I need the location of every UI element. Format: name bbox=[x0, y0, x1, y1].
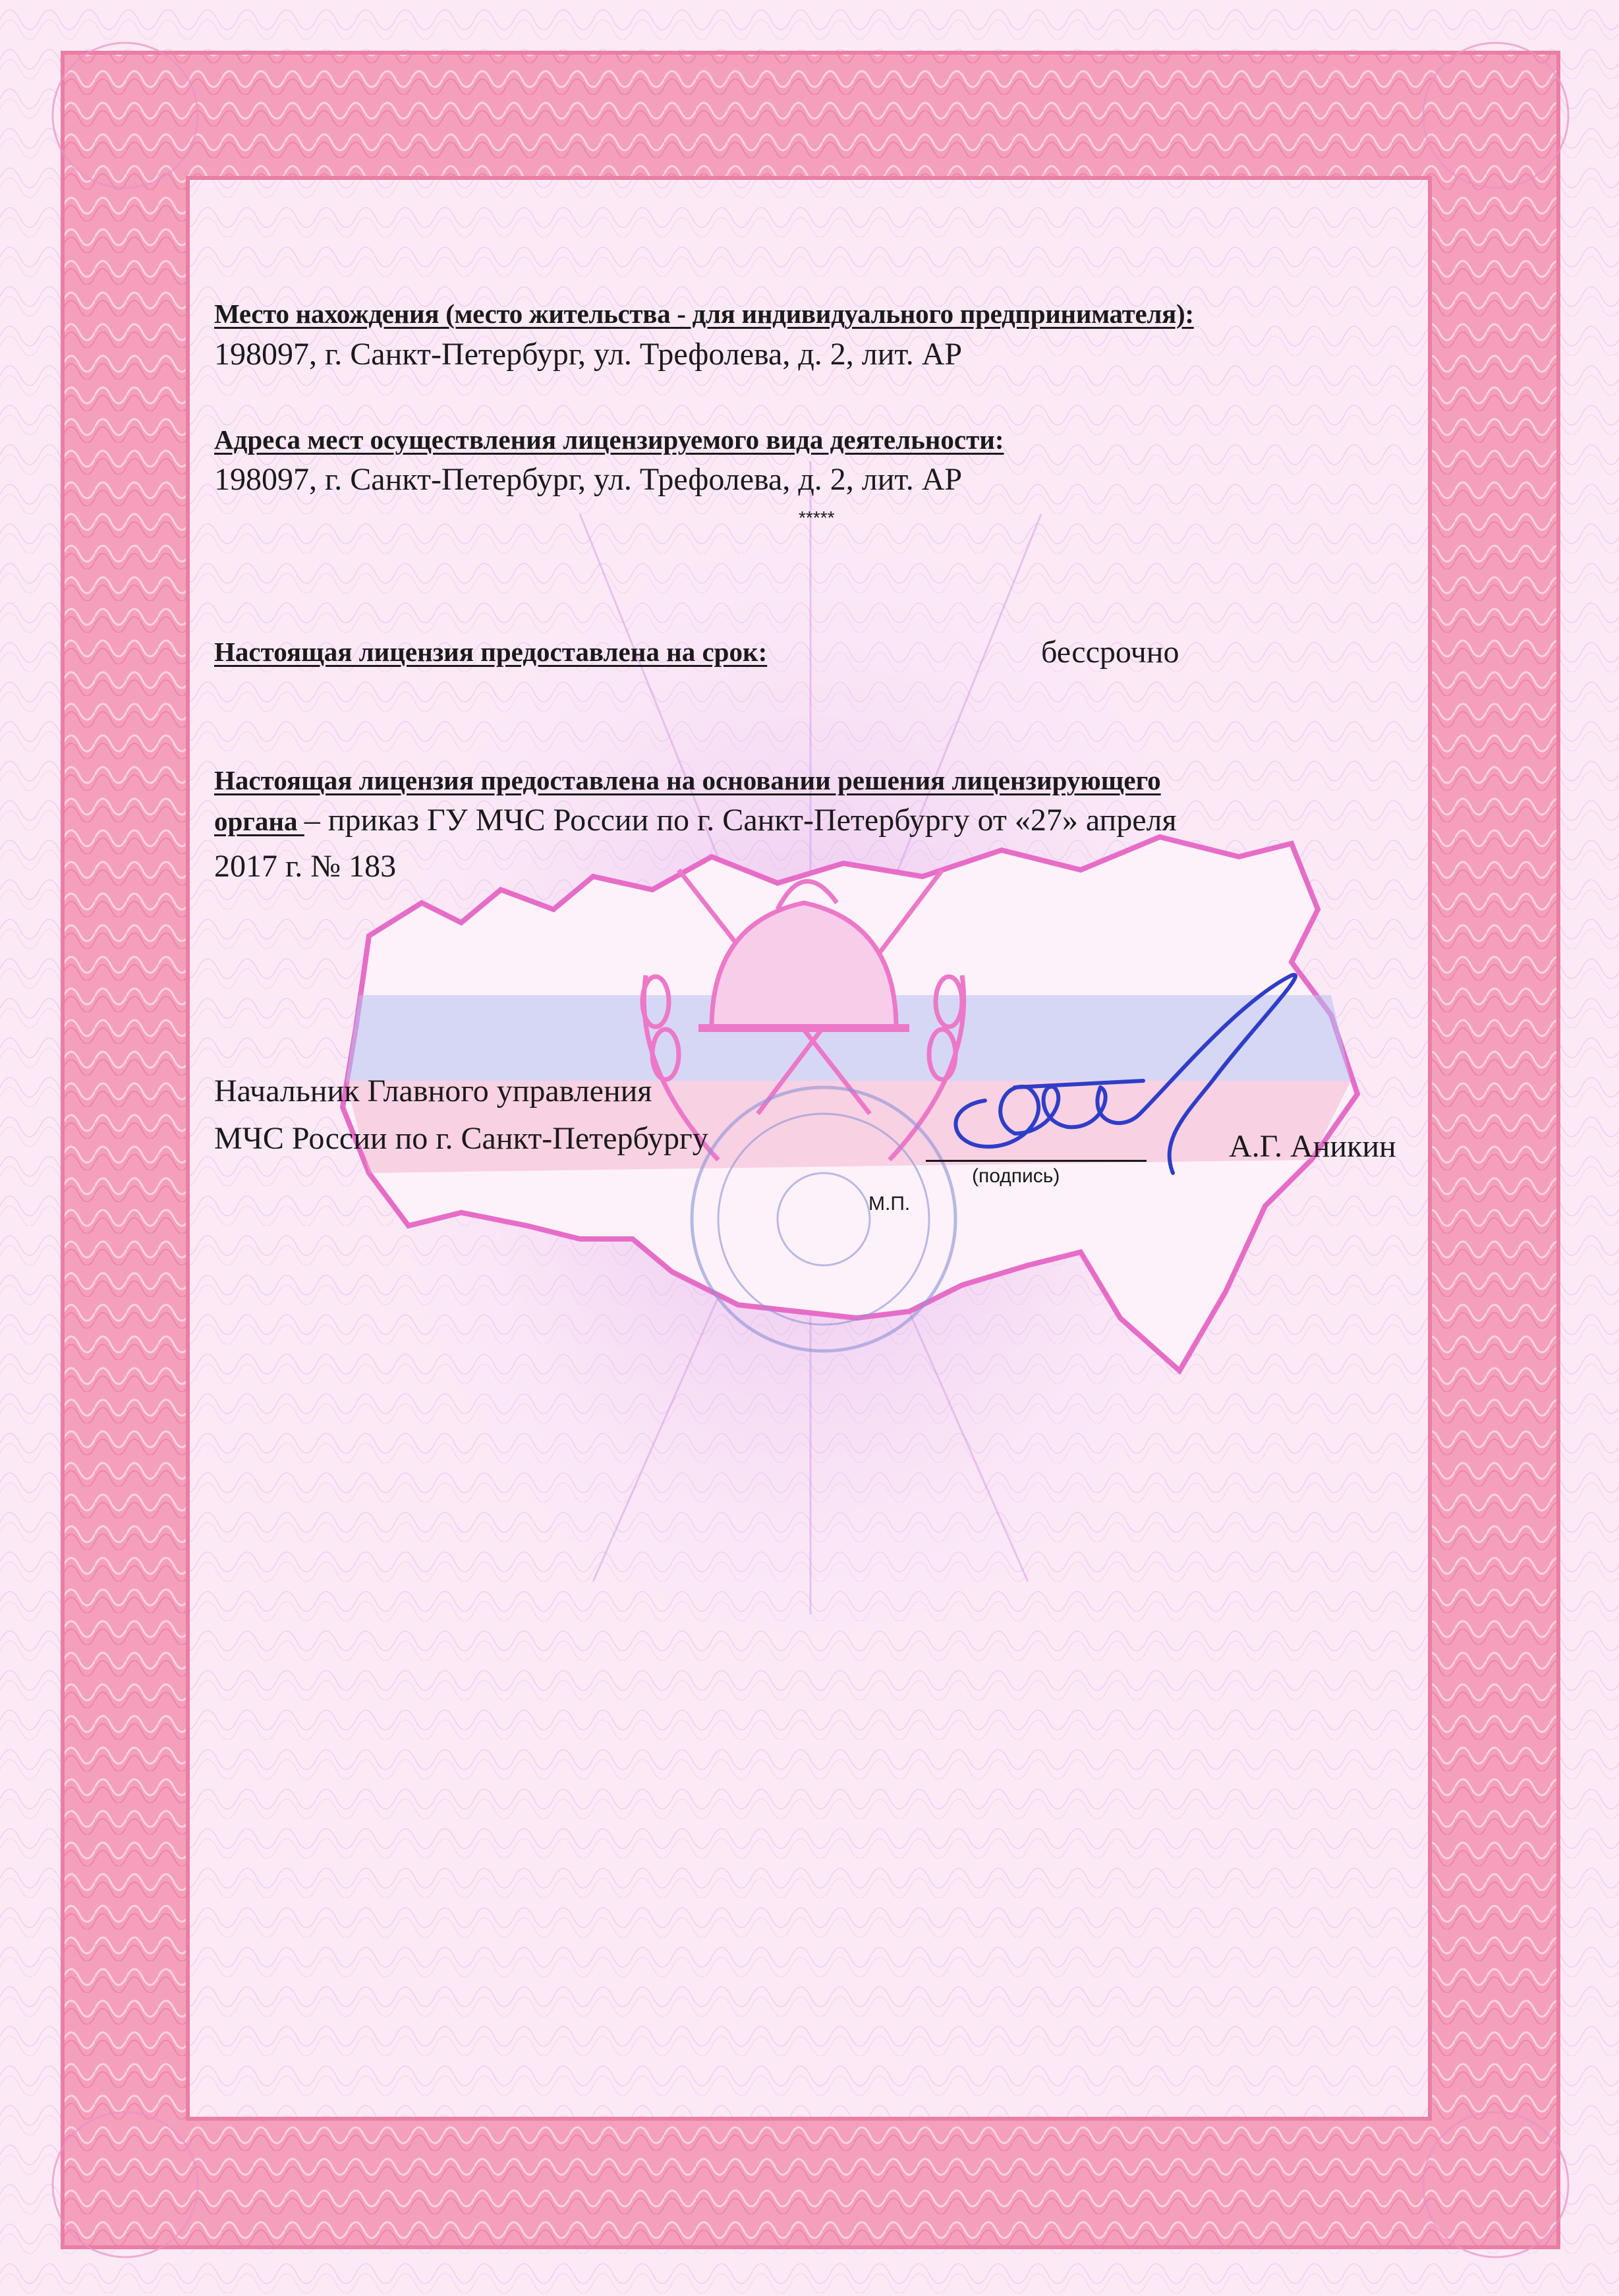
basis-text-line1: – приказ ГУ МЧС России по г. Санкт-Петербургу от «27» апреля bbox=[304, 803, 1177, 838]
term-heading: Настоящая лицензия предоставлена на срок: bbox=[214, 637, 768, 667]
basis-heading-line1: Настоящая лицензия предоставлена на основании решения лицензирующего bbox=[214, 765, 1161, 795]
basis-line2 bbox=[214, 802, 1177, 838]
term-value: бессрочно bbox=[1041, 635, 1179, 670]
signature-caption: (подпись) bbox=[972, 1165, 1060, 1187]
location-value: 198097, г. Санкт-Петербург, ул. Трефолева, д. 2, лит. АР bbox=[214, 337, 963, 372]
signatory-name: А.Г. Аникин bbox=[1229, 1129, 1396, 1164]
seal-caption: М.П. bbox=[868, 1193, 911, 1215]
basis-heading-line2: органа bbox=[214, 806, 304, 836]
signatory-title-line2: МЧС России по г. Санкт-Петербургу bbox=[214, 1121, 708, 1156]
basis-text-line2: 2017 г. № 183 bbox=[214, 849, 397, 884]
location-heading: Место нахождения (место жительства - для индивидуального предпринимателя): bbox=[214, 299, 1194, 329]
signatory-title-line1: Начальник Главного управления bbox=[214, 1074, 652, 1108]
separator-asterisks: ***** bbox=[799, 507, 835, 528]
activity-address-value: 198097, г. Санкт-Петербург, ул. Трефолева, д. 2, лит. АР bbox=[214, 462, 963, 497]
activity-address-heading: Адреса мест осуществления лицензируемого вида деятельности: bbox=[214, 424, 1004, 455]
signature-line bbox=[926, 1160, 1147, 1162]
